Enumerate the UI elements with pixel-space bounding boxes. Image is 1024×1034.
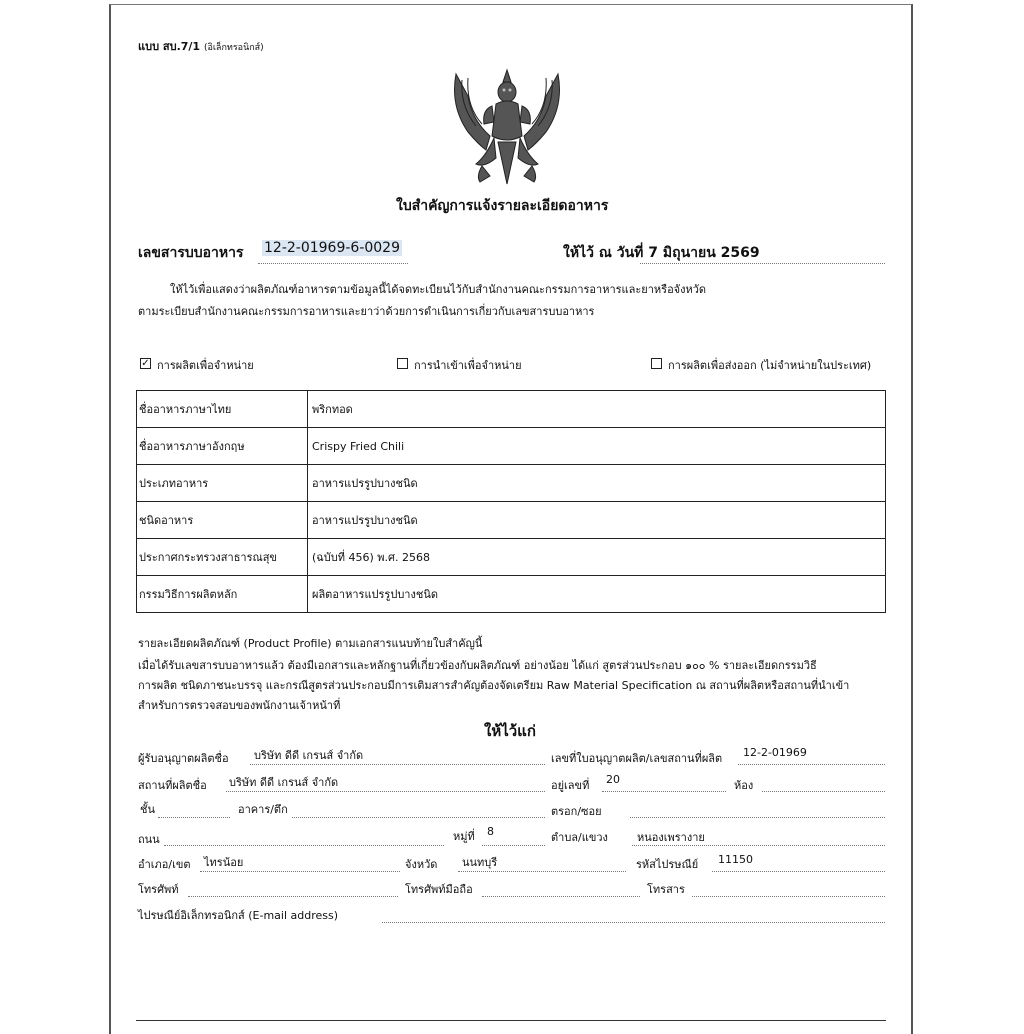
building-underline — [292, 817, 545, 818]
row-value: ผลิตอาหารแปรรูปบางชนิด — [308, 576, 886, 613]
province-label: จังหวัด — [405, 858, 438, 871]
alley-underline — [630, 817, 885, 818]
row-key: ชื่ออาหารภาษาไทย — [137, 391, 308, 428]
address-no-value: 20 — [606, 773, 620, 786]
garuda-emblem-icon — [446, 66, 568, 190]
row-value: พริกทอด — [308, 391, 886, 428]
purpose-export-label: การผลิตเพื่อส่งออก (ไม่จำหน่ายในประเทศ) — [668, 359, 872, 372]
given-to-heading: ให้ไว้แก่ — [484, 722, 536, 740]
form-code — [138, 37, 264, 55]
subdistrict-value: หนองเพรางาย — [637, 831, 705, 844]
row-key: ประเภทอาหาร — [137, 465, 308, 502]
footer-line — [136, 1020, 886, 1021]
row-value: อาหารแปรรูปบางชนิด — [308, 502, 886, 539]
row-key: ชนิดอาหาร — [137, 502, 308, 539]
table-row — [137, 502, 886, 539]
table-row — [137, 428, 886, 465]
room-label: ห้อง — [734, 779, 754, 792]
alley-label: ตรอก/ซอย — [551, 805, 602, 818]
mobile-label: โทรศัพท์มือถือ — [405, 883, 473, 896]
checkbox-import[interactable] — [397, 358, 408, 369]
fax-underline — [692, 896, 885, 897]
mobile-underline — [482, 896, 640, 897]
fax-label: โทรสาร — [647, 883, 685, 896]
room-underline — [762, 791, 885, 792]
license-no-label: เลขที่ใบอนุญาตผลิต/เลขสถานที่ผลิต — [551, 752, 723, 765]
serial-underline — [258, 263, 408, 264]
road-underline — [164, 845, 444, 846]
issued-date: 7 มิถุนายน 2569 — [648, 245, 760, 261]
site-underline — [226, 791, 545, 792]
site-label: สถานที่ผลิตชื่อ — [138, 779, 207, 792]
table-row — [137, 391, 886, 428]
intro-line-1: ให้ไว้เพื่อแสดงว่าผลิตภัณฑ์อาหารตามข้อมูลนี้ได้จดทะเบียนไว้กับสำนักงานคณะกรรมการอาหารและยาหรือจังหวัด — [170, 283, 707, 296]
details-line-1: รายละเอียดผลิตภัณฑ์ (Product Profile) ตามเอกสารแนบท้ายใบสำคัญนี้ — [138, 637, 483, 650]
row-value: (ฉบับที่ 456) พ.ศ. 2568 — [308, 539, 886, 576]
serial-number: 12-2-01969-6-0029 — [264, 240, 401, 256]
purpose-import-label: การนำเข้าเพื่อจำหน่าย — [414, 359, 522, 372]
moo-value: 8 — [487, 825, 494, 838]
licensee-underline — [250, 764, 545, 765]
serial-label: เลขสารบบอาหาร — [138, 245, 244, 261]
licensee-label: ผู้รับอนุญาตผลิตชื่อ — [138, 752, 229, 765]
details-line-4: สำหรับการตรวจสอบของพนักงานเจ้าหน้าที่ — [138, 699, 341, 712]
district-value: ไทรน้อย — [204, 856, 244, 869]
row-key: ชื่ออาหารภาษาอังกฤษ — [137, 428, 308, 465]
province-value: นนทบุรี — [462, 856, 498, 869]
date-underline — [640, 263, 885, 264]
row-value: อาหารแปรรูปบางชนิด — [308, 465, 886, 502]
district-underline — [200, 871, 400, 872]
issued-date-line — [563, 242, 760, 264]
issued-label: ให้ไว้ ณ วันที่ — [563, 245, 644, 261]
subdistrict-label: ตำบล/แขวง — [551, 831, 608, 844]
address-no-underline — [602, 791, 726, 792]
floor-label: ชั้น — [140, 803, 155, 816]
address-no-label: อยู่เลขที่ — [551, 779, 590, 792]
license-no-underline — [738, 764, 885, 765]
checkbox-manufacture[interactable]: ✓ — [141, 358, 150, 369]
building-label: อาคาร/ตึก — [238, 803, 288, 816]
site-value: บริษัท ดีดี เกรนส์ จำกัด — [229, 776, 339, 789]
email-underline — [382, 922, 885, 923]
district-label: อำเภอ/เขต — [138, 858, 191, 871]
food-info-table — [136, 390, 886, 613]
table-row — [137, 576, 886, 613]
purpose-manufacture-label: การผลิตเพื่อจำหน่าย — [157, 359, 254, 372]
intro-line-2: ตามระเบียบสำนักงานคณะกรรมการอาหารและยาว่าด้วยการดำเนินการเกี่ยวกับเลขสารบบอาหาร — [138, 305, 595, 318]
floor-underline — [158, 817, 230, 818]
phone-label: โทรศัพท์ — [138, 883, 179, 896]
details-line-2: เมื่อได้รับเลขสารบบอาหารแล้ว ต้องมีเอกสารและหลักฐานที่เกี่ยวข้องกับผลิตภัณฑ์ อย่างน้อย ได้แก่ สูตรส่วนประกอบ ๑๐๐ % รายละเอียดกรรมวิธี — [138, 659, 817, 672]
row-key: ประกาศกระทรวงสาธารณสุข — [137, 539, 308, 576]
road-label: ถนน — [138, 833, 160, 846]
licensee-value: บริษัท ดีดี เกรนส์ จำกัด — [254, 749, 364, 762]
subdistrict-underline — [632, 845, 885, 846]
table-row — [137, 539, 886, 576]
checkbox-export[interactable] — [651, 358, 662, 369]
row-key: กรรมวิธีการผลิตหลัก — [137, 576, 308, 613]
postal-label: รหัสไปรษณีย์ — [636, 858, 699, 871]
license-no-value: 12-2-01969 — [743, 746, 807, 759]
table-row — [137, 465, 886, 502]
form-code-note: (อิเล็กทรอนิกส์) — [203, 43, 264, 53]
moo-underline — [482, 845, 545, 846]
email-label: ไปรษณีย์อิเล็กทรอนิกส์ (E-mail address) — [138, 909, 339, 922]
phone-underline — [188, 896, 398, 897]
row-value: Crispy Fried Chili — [308, 428, 886, 465]
form-code-text: แบบ สบ.7/1 — [138, 40, 201, 53]
postal-value: 11150 — [718, 853, 753, 866]
province-underline — [458, 871, 626, 872]
postal-underline — [712, 871, 885, 872]
document-title: ใบสำคัญการแจ้งรายละเอียดอาหาร — [396, 198, 609, 214]
moo-label: หมู่ที่ — [453, 830, 475, 843]
details-line-3: การผลิต ชนิดภาชนะบรรจุ และกรณีสูตรส่วนประกอบมีการเติมสารสำคัญต้องจัดเตรียม Raw Material Specification ณ สถานที่ผลิตหรือสถานที่นำเข้า — [138, 679, 850, 692]
